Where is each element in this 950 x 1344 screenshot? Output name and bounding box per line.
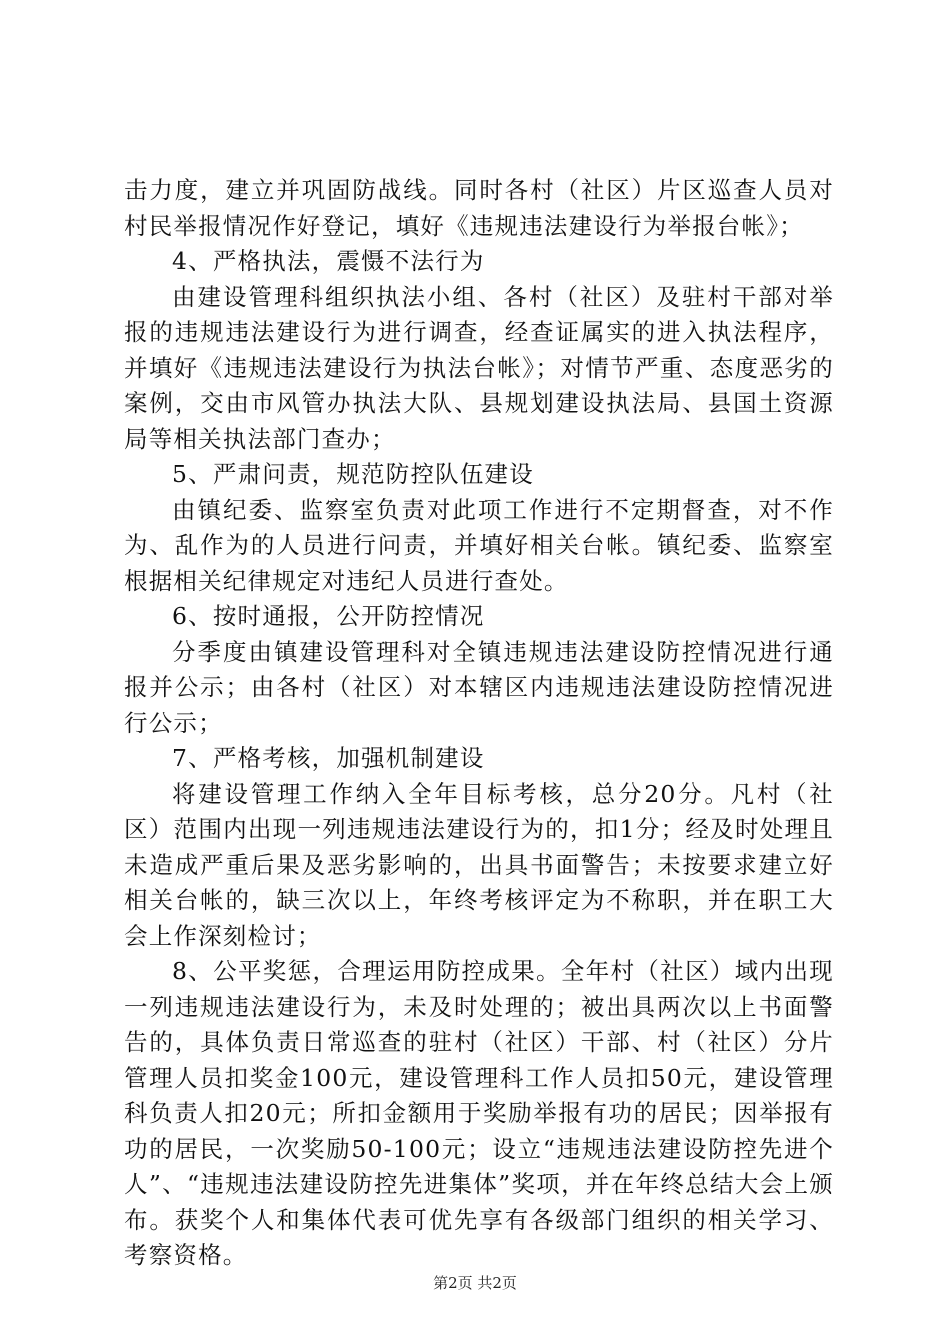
- section-heading-4: 4、严格执法，震慑不法行为: [172, 247, 485, 275]
- section-heading-5: 5、严肃问责，规范防控队伍建设: [172, 460, 534, 488]
- section-paragraph-6: 分季度由镇建设管理科对全镇违规违法建设防控情况进行通报并公示；由各村（社区）对本辖区内违规违法建设防控情况进行公示；: [124, 637, 834, 737]
- document-body: [124, 173, 834, 1274]
- page-number-footer: 第2页 共2页: [433, 1274, 517, 1292]
- paragraph-continuation: 击力度，建立并巩固防战线。同时各村（社区）片区巡查人员对村民举报情况作好登记，填好《违规违法建设行为举报台帐》；: [124, 176, 834, 240]
- section-paragraph-8: 8、公平奖惩，合理运用防控成果。全年村（社区）域内出现一列违规违法建设行为，未及时处理的；被出具两次以上书面警告的，具体负责日常巡查的驻村（社区）干部、村（社区）分片管理人员扣奖金100元，建设管理科工作人员扣50元，建设管理科负责人扣20元；所扣金额用于奖励举报有功的居民；因举报有功的居民，一次奖励50-100元；设立“违规违法建设防控先进个人”、“违规违法建设防控先进集体”奖项，并在年终总结大会上颁布。获奖个人和集体代表可优先享有各级部门组织的相关学习、考察资格。: [124, 957, 834, 1269]
- section-paragraph-4: 由建设管理科组织执法小组、各村（社区）及驻村干部对举报的违规违法建设行为进行调查，经查证属实的进入执法程序，并填好《违规违法建设行为执法台帐》；对情节严重、态度恶劣的案例，交由市风管办执法大队、县规划建设执法局、县国土资源局等相关执法部门查办；: [124, 282, 834, 453]
- section-heading-6: 6、按时通报，公开防控情况: [172, 602, 485, 630]
- section-paragraph-7: 将建设管理工作纳入全年目标考核，总分20分。凡村（社区）范围内出现一列违规违法建设行为的，扣1分；经及时处理且未造成严重后果及恶劣影响的，出具书面警告；未按要求建立好相关台帐的，缺三次以上，年终考核评定为不称职，并在职工大会上作深刻检讨；: [124, 779, 834, 950]
- section-heading-7: 7、严格考核，加强机制建设: [172, 744, 485, 772]
- section-paragraph-5: 由镇纪委、监察室负责对此项工作进行不定期督查，对不作为、乱作为的人员进行问责，并填好相关台帐。镇纪委、监察室根据相关纪律规定对违纪人员进行查处。: [124, 495, 834, 595]
